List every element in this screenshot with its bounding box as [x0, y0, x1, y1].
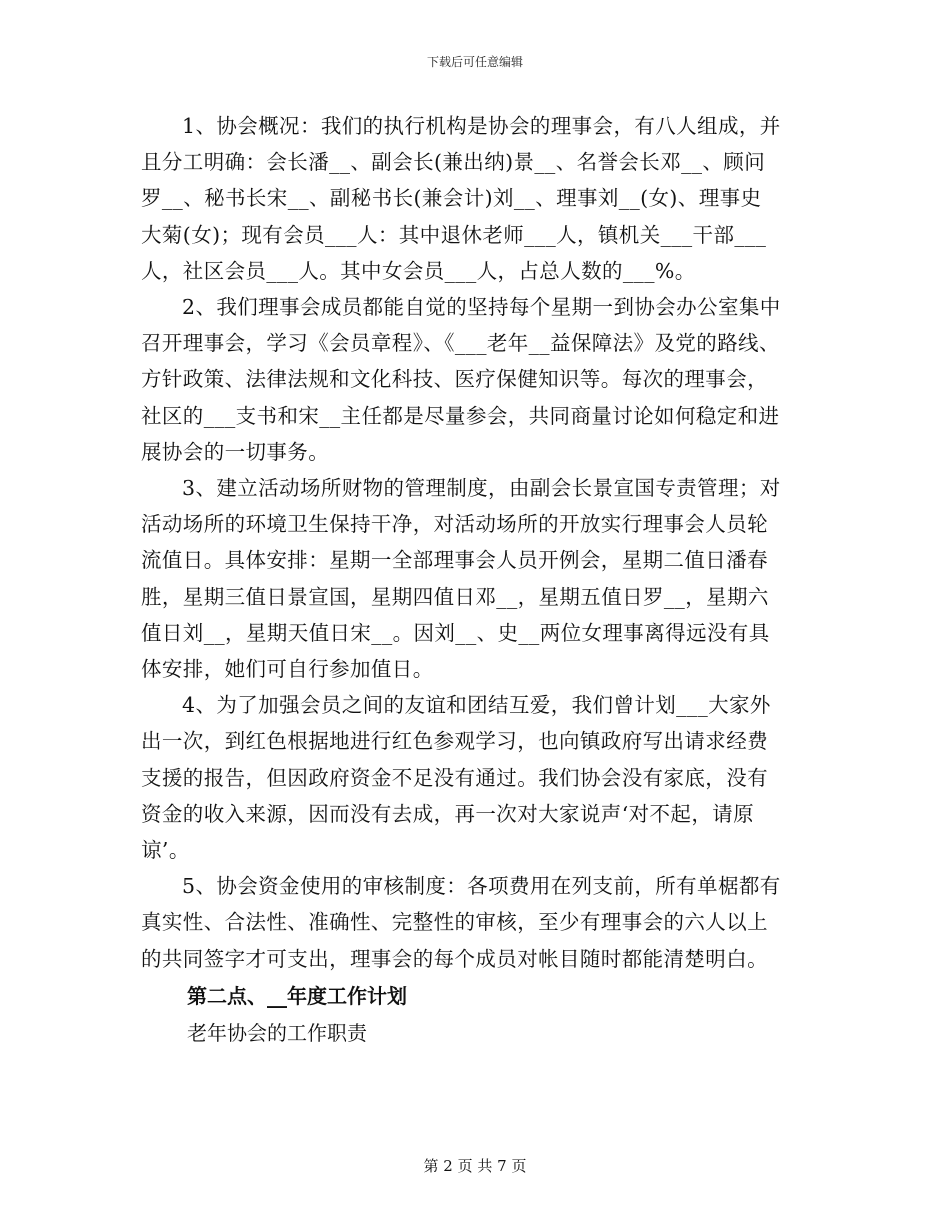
paragraph-4: 4、为了加强会员之间的友谊和团结互爱，我们曾计划___大家外 出一次，到红色根据地进行红色参观学习，也向镇政府写出请求经费 支援的报告，但因政府资金不足没有通过。我们协会没有家底，没有 资金的收入来源，因而没有去成，再一次对大家说声‘对不起，请原 谅’。 — [141, 693, 771, 863]
sub-heading: 老年协会的工作职责 — [187, 1020, 367, 1045]
page-header: 下载后可任意编辑 — [426, 55, 523, 69]
page-footer: 第 2 页 共 7 页 — [423, 1157, 527, 1175]
paragraph-2: 2、我们理事会成员都能自觉的坚持每个星期一到协会办公室集中 召开理事会，学习《会员章程》、《___老年__益保障法》及党的路线、 方针政策、法律法规和文化科技、医疗保健知识等。每次的理事会， 社区的___支书和宋__主任都是尽量参会，共同商量讨论如何稳定和进 展协会的一切事务。 — [141, 295, 781, 464]
paragraph-1: 1、协会概况：我们的执行机构是协会的理事会，有八人组成，并 且分工明确：会长潘__、副会长(兼出纳)景__、名誉会长邓__、顾问 罗__、秘书长宋__、副秘书长(兼会计)刘__、理事刘__(女)、理事史 大菊(女)；现有会员___人：其中退休老师___人，镇机关___干部___ 人，社区会员___人。其中女会员___人，占总人数的___%。 — [141, 114, 781, 283]
section-heading: 第二点、__年度工作计划 — [187, 983, 407, 1008]
paragraph-5: 5、协会资金使用的审核制度：各项费用在列支前，所有单椐都有 真实性、合法性、准确性、完整性的审核，至少有理事会的六人以上 的共同签字才可支出，理事会的每个成员对帐目随时都能清楚明白。 — [141, 874, 781, 971]
paragraph-3: 3、建立活动场所财物的管理制度，由副会长景宣国专责管理；对 活动场所的环境卫生保持干净，对活动场所的开放实行理事会人员轮 流值日。具体安排：星期一全部理事会人员开例会，星期二值日潘春 胜，星期三值日景宣国，星期四值日邓__，星期五值日罗__，星期六 值日刘__，星期天值日宋__。因刘__、史__两位女理事离得远没有具 体安排，她们可自行参加值日。 — [141, 476, 781, 682]
document-body — [141, 108, 813, 1051]
